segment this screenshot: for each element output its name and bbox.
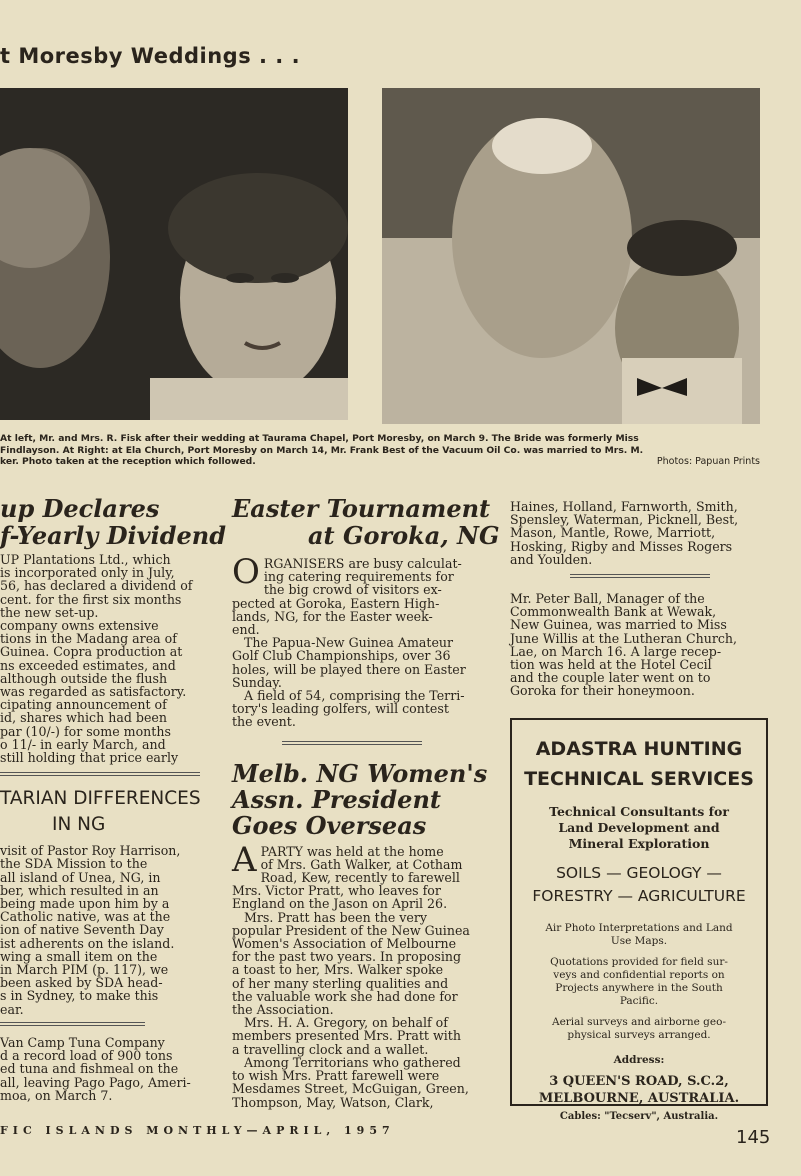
text-line: members presented Mrs. Pratt with [232,1028,461,1044]
ad-address-line: MELBOURNE, AUSTRALIA. [538,1091,740,1106]
text-line: Road, Kew, recently to farewell [260,870,460,886]
drop-cap: O [232,552,260,592]
text-line: A field of 54, comprising the Terri- [244,688,465,704]
text-line: Van Camp Tuna Company [0,1034,165,1050]
text-line: visit of Pastor Roy Harrison, [0,843,181,859]
text-line: Hosking, Rigby and Misses Rogers [510,538,733,554]
ad-item-aerial-surveys [526,1016,752,1042]
text-line: Catholic native, was at the [0,909,171,925]
text-line: popular President of the New Guinea [232,922,470,938]
page-header: t Moresby Weddings . . . [0,44,301,68]
caption-line: ker. Photo taken at the reception which followed. [0,456,256,467]
text-line: of Mrs. Gath Walker, at Cotham [260,856,463,872]
ad-item-photo-interpretation [526,922,752,948]
photo-caption [0,433,760,468]
text-line: 56, has declared a dividend of [0,578,193,594]
ad-services-line: SOILS — GEOLOGY — [556,864,722,882]
text-line: is incorporated only in July, [0,565,175,581]
article-paragraph [0,553,210,619]
wedding-photo-left [0,88,348,420]
wedding-photo-right [382,88,760,424]
text-line: Golf Club Championships, over 36 [232,648,451,664]
text-line: RGANISERS are busy calculat- [263,556,462,571]
text-line: a toast to her, Mrs. Walker spoke [232,962,444,978]
ad-address-label: Address: [613,1054,665,1066]
text-line: England on the Jason on April 26. [232,896,448,912]
photo-credit: Photos: Papuan Prints [656,456,760,467]
text-line: although outside the flush [0,670,168,686]
text-line: The Papua-New Guinea Amateur [244,635,454,651]
text-line: holes, will be played there on Easter [232,661,466,677]
ad-subtitle [512,804,766,852]
text-line: Guinea. Copra production at [0,644,183,660]
easter-headline [232,494,500,550]
ad-item-quotations [526,956,752,1008]
text-line: June Willis at the Lutheran Church, [510,630,738,646]
ad-title [512,734,766,794]
text-line: still holding that price early [0,750,179,766]
page-footer: FIC ISLANDS MONTHLY—APRIL, 1957 [0,1124,395,1137]
text-line: ing catering requirements for [263,569,454,585]
text-line: Mrs. Pratt has been the very [244,909,428,925]
text-line: Mesdames Street, McGuigan, Green, [232,1081,469,1097]
page-number: 145 [736,1127,771,1148]
divider [0,772,200,776]
text-line: Sunday. [232,674,282,690]
easter-article [232,552,492,730]
text-line: being made upon him by a [0,896,170,912]
ad-services-line: FORESTRY — AGRICULTURE [532,887,746,905]
differences-headline [0,786,210,838]
divider [0,1022,145,1026]
text-line: end. [232,622,260,638]
text-line: in March PIM (p. 117), we [0,962,169,978]
text-line: UP Plantations Ltd., which [0,552,171,567]
ball-wedding-article [510,592,775,698]
ad-address [512,1073,766,1107]
ad-title-line: TECHNICAL SERVICES [524,768,754,790]
text-line: Mr. Peter Ball, Manager of the [510,591,705,607]
headline-line: IN NG [52,814,106,836]
ad-address-line: 3 QUEEN'S ROAD, S.C.2, [549,1074,729,1089]
text-line: tory's leading golfers, will contest [232,701,449,717]
text-line: all island of Unea, NG, in [0,869,161,885]
womens-assn-headline [232,758,492,840]
text-line: d a record load of 900 tons [0,1048,173,1064]
ad-title-line: ADASTRA HUNTING [535,738,743,760]
text-line: ear. [0,1001,24,1017]
text-line: all, leaving Pago Pago, Ameri- [0,1074,191,1090]
column-middle [232,494,500,1110]
text-line: and Youlden. [510,551,593,567]
text-line: Mrs. H. A. Gregory, on behalf of [244,1015,448,1031]
drop-cap: A [232,839,257,880]
ad-text-line: Quotations provided for field sur- [550,956,728,968]
caption-line: Findlayson. At Right: at Ela Church, Port Moresby on March 14, Mr. Frank Best of the Vacuum Oil Co. was married to Mrs. M. [0,444,644,456]
ad-text-line: Aerial surveys and airborne geo- [551,1016,726,1028]
ad-subtitle-line: Mineral Exploration [568,836,710,851]
headline-line: f-Yearly Dividend [0,521,226,550]
ad-text-line: Projects anywhere in the South [555,982,723,994]
text-line: Among Territorians who gathered [244,1054,461,1070]
text-line: Commonwealth Bank at Wewak, [510,604,717,620]
text-line: Thompson, May, Watson, Clark, [232,1094,434,1110]
text-line: Mason, Mantle, Rowe, Marriott, [510,525,716,541]
text-line: lands, NG, for the Easter week- [232,608,433,624]
text-line: Haines, Holland, Farnworth, Smith, [510,499,738,514]
dividend-headline [0,494,226,550]
text-line: Goroka for their honeymoon. [510,683,695,699]
headline-line: Goes Overseas [232,810,427,840]
column-right [510,500,775,698]
text-line: a travelling clock and a wallet. [232,1041,429,1057]
headline-line: Melb. NG Women's [232,758,488,788]
text-line: moa, on March 7. [0,1087,113,1103]
article-paragraph [0,619,210,764]
text-line: New Guinea, was married to Miss [510,617,727,633]
text-line: of her many sterling qualities and [232,975,449,991]
text-line: ber, which resulted in an [0,882,159,898]
ad-subtitle-line: Technical Consultants for [549,804,729,819]
text-line: the event. [232,714,296,730]
dividend-article [0,553,210,764]
text-line: par (10/-) for some months [0,723,171,739]
divider [570,574,710,578]
text-line: the new set-up. [0,604,99,620]
text-line: tions in the Madang area of [0,631,177,647]
text-line: the big crowd of visitors ex- [263,582,442,598]
headline-line: at Goroka, NG [308,521,500,550]
ad-text-line: Pacific. [619,995,659,1007]
text-line: pected at Goroka, Eastern High- [232,595,440,611]
text-line: ed tuna and fishmeal on the [0,1061,179,1077]
divider [282,741,422,745]
text-line: the SDA Mission to the [0,856,148,872]
headline-line: Assn. President [232,784,441,814]
adastra-advertisement [510,718,768,1122]
text-line: ist adherents on the island. [0,935,175,951]
caption-line: At left, Mr. and Mrs. R. Fisk after their wedding at Taurama Chapel, Port Moresby, on March 9. The Bride was formerly Miss [0,433,639,444]
text-line: to wish Mrs. Pratt farewell were [232,1068,440,1084]
ad-services [512,862,766,908]
ad-subtitle-line: Land Development and [558,820,720,835]
text-line: been asked by SDA head- [0,975,163,991]
text-line: Spensley, Waterman, Picknell, Best, [510,512,739,528]
text-line: cipating announcement of [0,697,167,713]
text-line: cent. for the first six months [0,591,182,607]
text-line: company owns extensive [0,618,159,634]
text-line: Lae, on March 16. A large recep- [510,643,722,659]
text-line: id, shares which had been [0,710,167,726]
text-line: tion was held at the Hotel Cecil [510,657,712,673]
ad-cables: Cables: "Tecserv", Australia. [559,1111,719,1122]
differences-article [0,844,210,1016]
tuna-article [0,1036,210,1102]
text-line: Women's Association of Melbourne [232,936,457,952]
ad-text-line: physical surveys arranged. [567,1029,711,1041]
text-line: and the couple later went on to [510,670,711,686]
ad-text-line: Air Photo Interpretations and Land [545,922,733,934]
farewell-continued [510,500,775,566]
text-line: the valuable work she had done for [232,988,458,1004]
text-line: s in Sydney, to make this [0,988,159,1004]
text-line: o 11/- in early March, and [0,736,166,752]
ad-text-line: Use Maps. [610,935,668,947]
headline-line: up Declares [0,494,160,523]
text-line: ns exceeded estimates, and [0,657,176,673]
text-line: Mrs. Victor Pratt, who leaves for [232,883,441,899]
text-line: wing a small item on the [0,948,158,964]
womens-assn-article [232,839,492,1110]
column-left [0,494,226,1103]
headline-line: Easter Tournament [232,494,491,523]
text-line: the Association. [232,1002,334,1018]
text-line: PARTY was held at the home [260,843,444,859]
text-line: for the past two years. In proposing [232,949,462,965]
headline-line: TARIAN DIFFERENCES [0,788,201,810]
text-line: was regarded as satisfactory. [0,684,187,700]
ad-text-line: veys and confidential reports on [553,969,725,981]
text-line: ion of native Seventh Day [0,922,164,938]
